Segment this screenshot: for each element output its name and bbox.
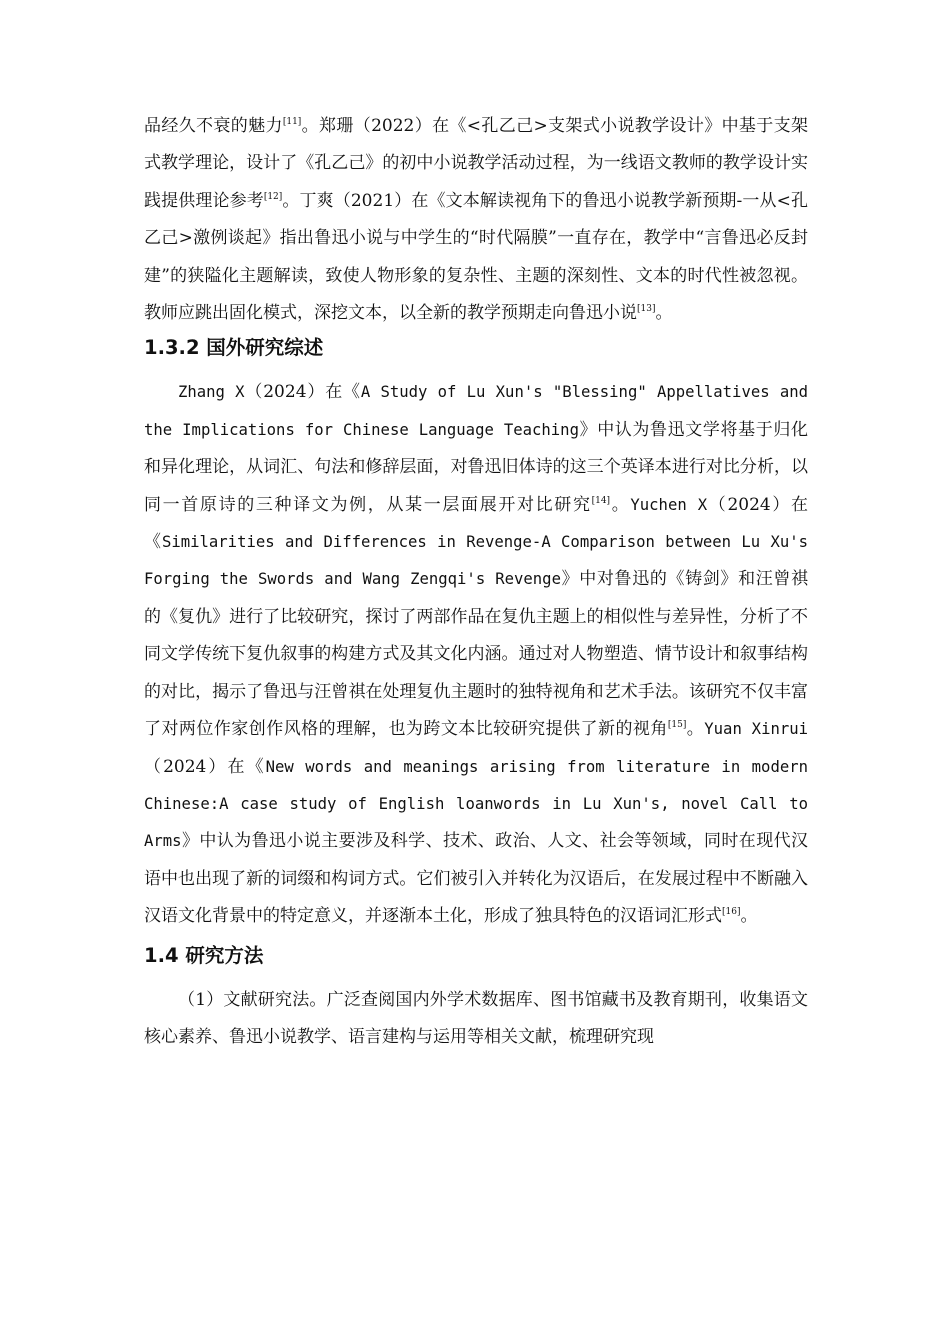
text: 。 (686, 719, 705, 740)
paragraph-foreign-review (144, 374, 808, 935)
author: Zhang X (178, 383, 245, 402)
text: 》中对鲁迅的《铸剑》和汪曾祺的《复仇》进行了比较研究，探讨了两部作品在复仇主题上的相似性与差异性，分析了不同文学传统下复仇叙事的构建方式及其文化内涵。通过对人物塑造、情节设计和叙事结构的对比，揭示了鲁迅与汪曾祺在处理复仇主题时的独特视角和艺术手法。该研究不仅丰富了对两位作家创作风格的理解，也为跨文本比较研究提供了新的视角 (144, 569, 809, 740)
text: 》中认为鲁迅小说主要涉及科学、技术、政治、人文、社会等领域，同时在现代汉语中也出现了新的词缀和构词方式。它们被引入并转化为汉语后，在发展过程中不断融入汉语文化背景中的特定意义，并逐渐本土化，形成了独具特色的汉语词汇形式 (144, 831, 808, 927)
paragraph-domestic-review-end (144, 108, 808, 332)
text: （2024）在《 (244, 382, 361, 403)
paper-title: Similarities and Differences in Revenge-A Comparison between Lu Xu's Forging the Swords and Wang Zengqi's Revenge (144, 533, 809, 589)
text: 。 (655, 303, 673, 324)
section-heading-1-4: 1.4 研究方法 (144, 943, 264, 967)
text: 。郑珊（2022）在《<孔乙己>支架式小说教学设计》中基于支架式教学理论，设计了《孔乙己》的初中小说教学活动过程，为一线语文教师的教学设计实践提供理论参考 (144, 116, 808, 211)
text: （2024）在《 (144, 494, 809, 553)
citation-ref: [15] (667, 720, 687, 731)
text: 。 (740, 906, 758, 927)
text: 品经久不衰的魅力 (144, 116, 283, 136)
text: 》中认为鲁迅文学将基于归化和异化理论，从词汇、句法和修辞层面，对鲁迅旧体诗的这三个英译本进行对比分析，以同一首原诗的三种译文为例，从某一层面展开对比研究 (144, 419, 808, 515)
author: Yuchen X (630, 495, 708, 514)
citation-ref: [14] (591, 495, 611, 506)
paper-title: New words and meanings arising from literature in modern Chinese:A case study of English loanwords in Lu Xun's, novel Call to Arms (144, 757, 809, 851)
text: （2024）在《 (144, 756, 266, 777)
document-page (144, 108, 808, 1056)
citation-ref: [12] (263, 191, 283, 202)
citation-ref: [13] (637, 304, 656, 315)
citation-ref: [16] (722, 907, 741, 918)
text: 。丁爽（2021）在《文本解读视角下的鲁迅小说教学新预期-一从<孔乙己>激例谈起》指出鲁迅小说与中学生的“时代隔膜”一直存在，教学中“言鲁迅必反封建”的狭隘化主题解读，致使人物形象的复杂性、主题的深刻性、文本的时代性被忽视。教师应跳出固化模式，深挖文本，以全新的教学预期走向鲁迅小说 (144, 190, 808, 324)
text: 。 (610, 494, 631, 515)
citation-ref: [11] (282, 117, 302, 127)
author: Yuan Xinrui (704, 720, 809, 739)
paper-title: A Study of Lu Xun's "Blessing" Appellatives and the Implications for Chinese Language Teaching (144, 383, 809, 439)
section-heading-1-3-2: 1.3.2 国外研究综述 (144, 336, 324, 360)
paragraph-research-method: （1）文献研究法。广泛查阅国内外学术数据库、图书馆藏书及教育期刊，收集语文核心素养、鲁迅小说教学、语言建构与运用等相关文献，梳理研究现 (144, 989, 808, 1047)
